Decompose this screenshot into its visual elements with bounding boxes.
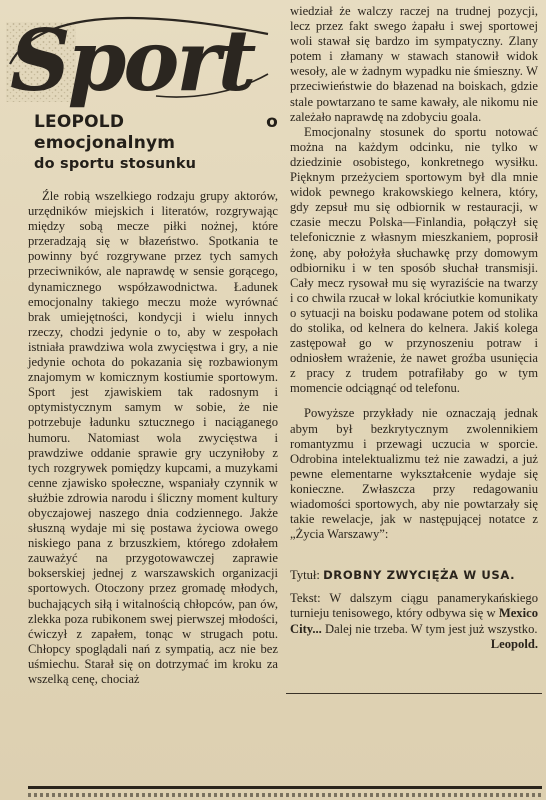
section-masthead xyxy=(6,4,276,108)
news-text-label: Tekst: xyxy=(290,591,321,606)
headline-line-2: do sportu stosunku xyxy=(34,156,197,172)
bottom-border xyxy=(28,786,542,799)
news-text-after: Dalej nie trzeba. W tym jest już wszystko. xyxy=(325,621,538,636)
news-text-city: Mexico City... xyxy=(290,606,538,636)
quote-divider xyxy=(286,693,542,694)
news-text-before: W dalszym ciągu panamerykańskiego turnieju tenisowego, który odbywa się w xyxy=(290,591,539,621)
article-left-column xyxy=(28,112,278,687)
sport-masthead-logo xyxy=(6,4,276,108)
article-headline xyxy=(34,112,278,175)
right-paragraph-3: Powyższe przykłady nie oznaczają jednak abym był bezkrytycznym zwolennikiem romantyzmu i przewagi uczucia w sporcie. Odrobina intelektualizmu też nie zawadzi, a już pewne elementarne wykształcenie wydaje się konieczne. Zwłaszcza przy redagowaniu wiadomości sportowych, aby nie powtarzały się takie rewelacje, jak w następującej notatce z „Życia Warszawy”: xyxy=(290,406,538,542)
news-title-line xyxy=(290,568,538,583)
news-text-line xyxy=(290,591,539,651)
left-paragraph: Źle robią wszelkiego rodzaju grupy aktorów, urzędników miejskich i literatów, rozgrywając między sobą mecze piłki nożnej, które przeradzają się w błazeństwo. Spotkania te powinny być rozgrywane przez tych samych przeciwników, ale naprawdę w sensie gorącego, dynamicznego współzawodnictwa. Ładunek emocjonalny takiego meczu może wyrównać brak umiejętności, kondycji i wielu innych rzeczy, chodzi jedynie o to, aby w zespołach istniała prawdziwa wola zwycięstwa i gry, a nie jedynie ochota do pokazania się rozbawionym znajomym w komicznym kostiumie sportowym. Sport jest zjawiskiem tak radosnym i optymistycznym samym w sobie, że nie potrzebuje ładunku sztucznego i naciąganego humoru. Natomiast wola zwycięstwa i prawdziwe oddanie sprawie gry uczyniłoby z tych rozgrywek pomiędzy kupcami, a muzykami cenne zjawisko społeczne, wspaniały czynnik w służbie zdrowia narodu i śliczny moment kultury obyczajowej naszego dnia codziennego. Jakże słuszną wydaje mi się postawa życiowa owego niskiego pana z brzuszkiem, którego zdołałem zauważyć na przygotowawczej zaprawie bokserskiej jednej z warszawskich organizacji sportowych. Otoczony przez gromadę młodych, buchających siłą i witalnością chłopców, pan ów, zlekka poza rubikonem swej pierwszej młodości, ćwiczył z zapałem, tonąc w strugach potu. Chłopcy spoglądali nań z sympatią, acz nie bez uśmiechu. Starał się on dotrzymać im kroku za wszelką cenę, chociaż xyxy=(28,189,278,686)
news-title-label: Tytuł: xyxy=(290,568,320,583)
right-paragraph-2: Emocjonalny stosunek do sportu notować można na każdym odcinku, nie tylko w dziedzinie osobistego, konkretnego wysiłku. Pięknym przeżyciem sportowym był dla mnie widok pewnego krakowskiego kelnera, który, gdy zepsuł mu się odbiornik w restauracji, w czasie meczu Polska—Finlandia, połączył się telefonicznie z własnym mieszkaniem, poprosił żonę, aby położyła słuchawkę przy domowym odbiorniku i w ten sposób słuchał transmisji. Cały mecz rysował mu się wyraziście na twarzy i co chwila rzucał w lokal króciutkie komunikaty o sytuacji na boisku podawane potem od stolika do stolika, od kelnera do kelnera. Jakiś kolega zastępował go w przynoszeniu potraw i odniosłem wrażenie, że nawet groźba usunięcia z pracy z trudem potrafiłaby go w tym momencie odciągnąć od telefonu. xyxy=(290,124,538,396)
article-signature: Leopold. xyxy=(490,636,538,651)
masthead-title: Sport xyxy=(10,11,254,108)
right-paragraph-1: wiedział że walczy raczej na trudnej pozycji, lecz przez fakt swego żapału i swej sportowej woli stawał się bardzo im sympatyczny. Zlany potem i złamany w stawach stanowił widok wesoły, ale w żadnym wypadku nie śmieszny. W przeciwieństwie do błazenad na boiskach, gdzie stale powtarzano te same kawały, ale nikomu nie zależało naprawdę na zdobyciu goala. xyxy=(290,4,538,124)
headline-line-1: LEOPOLD o emocjonalnym xyxy=(34,112,278,153)
news-title-value: DROBNY ZWYCIĘŻA W USA. xyxy=(323,568,516,583)
article-right-column xyxy=(290,4,538,652)
